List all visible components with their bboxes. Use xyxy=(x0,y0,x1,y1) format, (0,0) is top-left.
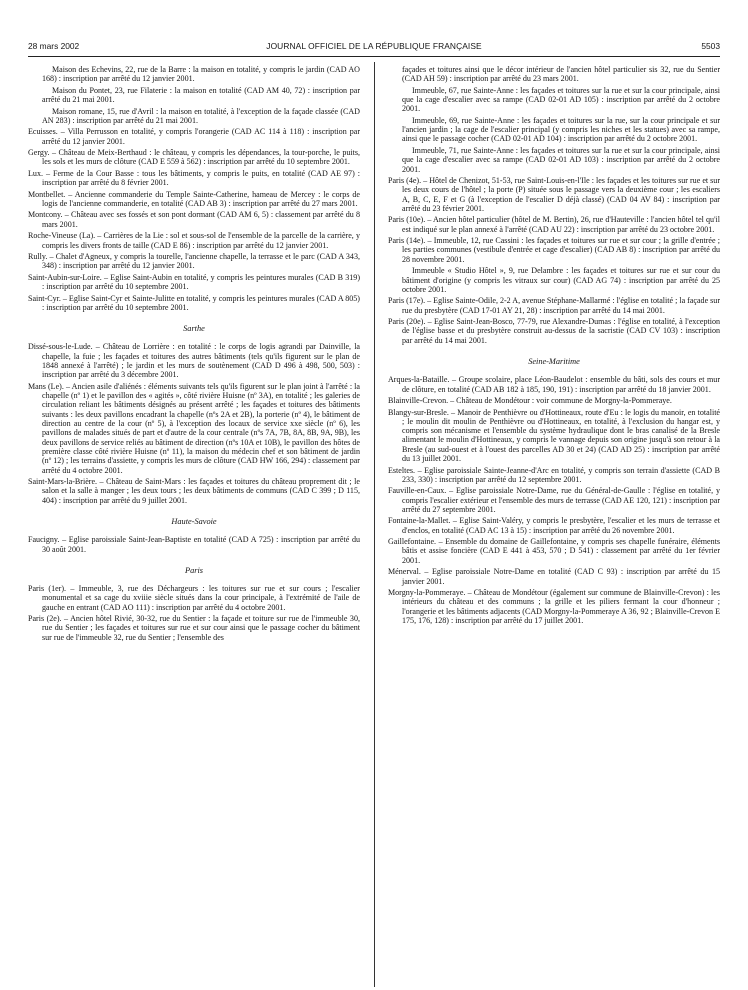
monument-entry: Saint-Aubin-sur-Loire. – Eglise Saint-Aubin en totalité, y compris les peintures murales (CAD B 319) : inscription par arrêté du 10 septembre 2001. xyxy=(28,272,360,292)
monument-entry: Dissé-sous-le-Lude. – Château de Lorrière : en totalité : le corps de logis agrandi par Dainville, la chapelle, la fuie ; les façades et toitures des autres bâtiments (tels qu'ils figurent sur le plan de 1848 annexé à l'arrêté) ; le jardin et les murs de soutènement (CAD D 496 à 498, 500, 503) : inscription par arrêté du 3 décembre 2001. xyxy=(28,342,360,380)
monument-sub-entry: Maison romane, 15, rue d'Avril : la maison en totalité, à l'exception de la façade classée (CAD AN 283) : inscription par arrêté du 21 mai 2001. xyxy=(42,106,360,125)
monument-entry: Saint-Mars-la-Brière. – Château de Saint-Mars : les façades et toitures du château proprement dit ; le salon et la salle à manger ; les deux tours ; les deux bâtiments de communs (CAD C 399 ; D 115, 404) : inscription par arrêté du 9 juillet 2001. xyxy=(28,477,360,505)
monument-entry: Arques-la-Bataille. – Groupe scolaire, place Léon-Baudelot : ensemble du bâti, sols des cours et mur de clôture, en totalité (CAD AB 182 à 185, 190, 191) : inscription par arrêté du 18 janvier 2001. xyxy=(388,375,720,394)
monument-entry: Paris (20e). – Eglise Saint-Jean-Bosco, 77-79, rue Alexandre-Dumas : l'église en totalité, à l'exception de l'église basse et du presbytère construit au-dessus de la sacristie (CAD CV 103) : inscription par arrêté du 14 mai 2001. xyxy=(388,317,720,345)
monument-entry: Roche-Vineuse (La). – Carrières de la Lie : sol et sous-sol de l'ensemble de la parcelle de la carrière, y compris les divers fronts de taille (CAD E 86) : inscription par arrêté du 12 janvier 2001. xyxy=(28,231,360,250)
monument-entry: Paris (2e). – Ancien hôtel Rivié, 30-32, rue du Sentier : la façade et toiture sur rue de l'immeuble 30, rue du Sentier ; les façades et toitures sur rue et sur cour ainsi que le passage cocher du bâtiment sur rue de l'immeuble 32, rue du Sentier ; l'ensemble des xyxy=(28,614,360,642)
monument-entry: Paris (4e). – Hôtel de Chenizot, 51-53, rue Saint-Louis-en-l'Ile : les façades et les toitures sur rue et sur les deux cours de l'hôtel ; la porte (P) située sous le passage vers la deuxième cour ; les escaliers A, B, C, E, F et G (à l'exception de l'escalier D déjà classé) (CAD 04 AV 84) : inscription par arrêté du 23 février 2001. xyxy=(388,176,720,213)
monument-entry: Blainville-Crevon. – Château de Mondétour : voir commune de Morgny-la-Pommeraye. xyxy=(388,396,672,406)
monument-entry: Esteltes. – Eglise paroissiale Sainte-Jeanne-d'Arc en totalité, y compris son terrain d'assiette (CAD B 233, 330) : inscription par arrêté du 12 septembre 2001. xyxy=(388,465,720,484)
monument-sub-entry: Maison des Echevins, 22, rue de la Barre : la maison en totalité, y compris le jardin (CAD AO 168) : inscription par arrêté du 12 janvier 2001. xyxy=(42,65,360,84)
monument-entry: Lux. – Ferme de la Cour Basse : tous les bâtiments, y compris le puits, en totalité (CAD AE 97) : inscription par arrêté du 8 février 2001. xyxy=(28,168,360,188)
monument-entry: Ecuisses. – Villa Perrusson en totalité, y compris l'orangerie (CAD AC 114 à 118) : inscription par arrêté du 12 janvier 2001. xyxy=(28,127,360,146)
monument-entry: Ménerval. – Eglise paroissiale Notre-Dame en totalité (CAD C 93) : inscription par arrêté du 15 janvier 2001. xyxy=(388,567,720,586)
monument-entry-continued: façades et toitures ainsi que le décor intérieur de l'ancien hôtel particulier sis 32, rue du Sentier (CAD AH 59) : inscription par arrêté du 23 mars 2001. xyxy=(402,65,720,84)
monument-sub-entry: Immeuble « Studio Hôtel », 9, rue Delambre : les façades et toitures sur rue et sur cour du bâtiment d'origine (y compris les vitraux sur cour) (CAD AG 74) : inscription par arrêté du 25 octobre 2001. xyxy=(402,266,720,294)
monument-entry: Montbellet. – Ancienne commanderie du Temple Sainte-Catherine, hameau de Mercey : le corps de logis de l'ancienne commanderie, en totalité (CAD AB 3) : inscription par arrêté du 27 mars 2001. xyxy=(28,189,360,208)
monument-sub-entry: Immeuble, 69, rue Sainte-Anne : les façades et toitures sur la rue, sur la cour principale et sur l'ancien jardin ; la cage de l'escalier principal (y compris les niches et les statues) avec sa rampe, ainsi que le passage cocher (CAD 02-01 AD 104) : inscription par arrêté du 2 octobre 2001. xyxy=(402,115,720,144)
monument-sub-entry: Maison du Pontet, 23, rue Filaterie : la maison en totalité (CAD AM 40, 72) : inscription par arrêté du 21 mai 2001. xyxy=(42,85,360,105)
department-heading: Sarthe xyxy=(183,324,205,334)
monument-entry: Gaillefontaine. – Ensemble du domaine de Gaillefontaine, y compris ses chapelle funéraire, éléments bâtis et assise foncière (CAD E 441 à 453, 570 ; D 541) : classement par arrêté du 1er février 2001. xyxy=(388,537,720,565)
monument-entry: Mans (Le). – Ancien asile d'aliénés : éléments suivants tels qu'ils figurent sur le plan joint à l'arrêté : la chapelle (nº 1) et le pavillon des « agités », côté rivière Huisne (nº 3A), en totalité ; les galeries de circulation reliant les bâtiments désignés au présent arrêté ; les façades et toitures des bâtiments suivants : les deux pavillons encadrant la chapelle (nºs 2A et 2B), la porterie (nº 4), le bâtiment de direction au centre de la cour (nº 5), à l'exception des locaux de service xxe siècle (nº 6), les pavillons de malades situés de part et d'autre de la cour centrale (nºs 7A, 7B, 8A, 8B, 9A, 9B), les deux pavillons de service reliés au bâtiment de direction (nºs 10A et 10B), le pavillon des hôtes de première classe côté rivière Huisne (nº 11), la maison du médecin chef et son bâtiment de jardin (nº 12) ; les terrains d'assiette, y compris les murs de clôture (CAD HW 166, 294) : classement par arrêté du 4 octobre 2001. xyxy=(28,381,360,475)
monument-entry: Gergy. – Château de Meix-Berthaud : le château, y compris les dépendances, la tour-porche, le puits, les sols et les murs de clôture (CAD E 559 à 562) : inscription par arrêté du 10 septembre 2001. xyxy=(28,148,360,167)
department-heading: Paris xyxy=(185,565,203,575)
monument-entry: Paris (1er). – Immeuble, 3, rue des Déchargeurs : les toitures sur rue et sur cours ; l'escalier monumental et sa cage du xviiie siècle situés dans la cour principale, à l'extrémité de l'aile de gauche en entrant (CAD AO 111) : inscription par arrêté du 4 octobre 2001. xyxy=(28,584,360,612)
header-date: 28 mars 2002 xyxy=(28,41,80,51)
page-header xyxy=(28,41,720,53)
monument-entry: Paris (14e). – Immeuble, 12, rue Cassini : les façades et toitures sur rue et sur cour ; la grille d'entrée ; les parties communes (vestibule d'entrée et cage d'escalier) (CAD AB 8) : inscription par arrêté du 28 novembre 2001. xyxy=(388,236,720,264)
department-heading: Seine-Maritime xyxy=(528,357,580,366)
header-rule xyxy=(28,56,720,57)
column-divider xyxy=(374,62,375,987)
left-column xyxy=(28,65,360,644)
monument-entry: Fontaine-la-Mallet. – Eglise Saint-Valéry, y compris le presbytère, l'escalier et les murs de terrasse et d'enclos, en totalité (CAD AC 13 à 15) : inscription par arrêté du 26 novembre 2001. xyxy=(388,516,720,535)
monument-entry: Faucigny. – Eglise paroissiale Saint-Jean-Baptiste en totalité (CAD A 725) : inscription par arrêté du 30 août 2001. xyxy=(28,535,360,554)
monument-entry: Paris (17e). – Eglise Sainte-Odile, 2-2 A, avenue Stéphane-Mallarmé : l'église en totalité ; la façade sur rue du presbytère (CAD 17-01 AY 21, 28) : inscription par arrêté du 14 mai 2001. xyxy=(388,296,720,315)
monument-entry: Fauville-en-Caux. – Eglise paroissiale Notre-Dame, rue du Général-de-Gaulle : l'église en totalité, y compris l'escalier extérieur et l'ensemble des murs de terrasse (CAD AE 120, 121) : inscription par arrêté du 27 septembre 2001. xyxy=(388,486,720,514)
monument-sub-entry: Immeuble, 71, rue Sainte-Anne : les façades et toitures sur la rue et sur la cour principale, ainsi que la cage d'escalier avec sa rampe (CAD 02-01 AD 103) : inscription par arrêté du 2 octobre 2001. xyxy=(402,145,720,174)
monument-entry: Saint-Cyr. – Eglise Saint-Cyr et Sainte-Julitte en totalité, y compris les peintures murales (CAD A 805) : inscription par arrêté du 10 septembre 2001. xyxy=(28,293,360,312)
monument-entry: Montcony. – Château avec ses fossés et son pont dormant (CAD AM 6, 5) : classement par arrêté du 8 mars 2001. xyxy=(28,210,360,229)
monument-entry: Rully. – Chalet d'Agneux, y compris la tourelle, l'ancienne chapelle, la terrasse et le parc (CAD A 343, 348) : inscription par arrêté du 12 janvier 2001. xyxy=(28,252,360,271)
monument-entry: Blangy-sur-Bresle. – Manoir de Penthièvre ou d'Hottineaux, route d'Eu : le logis du manoir, en totalité ; le moulin dit moulin de Penthièvre ou d'Hottineaux, en totalité, à l'exclusion du hangar est, y compris son mécanisme et l'ensemble du système hydraulique dont le bras canalisé de la Bresle alimentant le moulin d'Hottineaux, y compris le vannage depuis son origine jusqu'à son retour à la Bresle (au sud-ouest et à l'ouest des parcelles AD 30 et 24) (CAD AD 25) : inscription par arrêté du 13 juillet 2001. xyxy=(388,407,720,464)
right-column xyxy=(388,65,720,627)
monument-entry: Paris (10e). – Ancien hôtel particulier (hôtel de M. Bertin), 26, rue d'Hauteville : l'ancien hôtel tel qu'il est indiqué sur le plan annexé à l'arrêté (CAD AU 22) : inscription par arrêté du 23 octobre 2001. xyxy=(388,215,720,234)
header-page-number: 5503 xyxy=(701,41,720,51)
monument-sub-entry: Immeuble, 67, rue Sainte-Anne : les façades et toitures sur la rue et sur la cour principale, ainsi que la cage d'escalier avec sa rampe (CAD 02-01 AD 105) : inscription par arrêté du 2 octobre 2001. xyxy=(402,85,720,114)
department-heading: Haute-Savoie xyxy=(171,516,217,526)
monument-entry: Morgny-la-Pommeraye. – Château de Mondétour (également sur commune de Blainville-Crevon) : les intérieurs du château et des communs ; la grille et les piliers fermant la cour d'honneur ; l'orangerie et les bâtiments adjacents (CAD Morgny-la-Pommeraye A 36, 92 ; Blainville-Crevon E 175, 176, 128) : inscription par arrêté du 17 juillet 2001. xyxy=(388,588,720,625)
header-journal-title: JOURNAL OFFICIEL DE LA RÉPUBLIQUE FRANÇAISE xyxy=(266,41,482,51)
